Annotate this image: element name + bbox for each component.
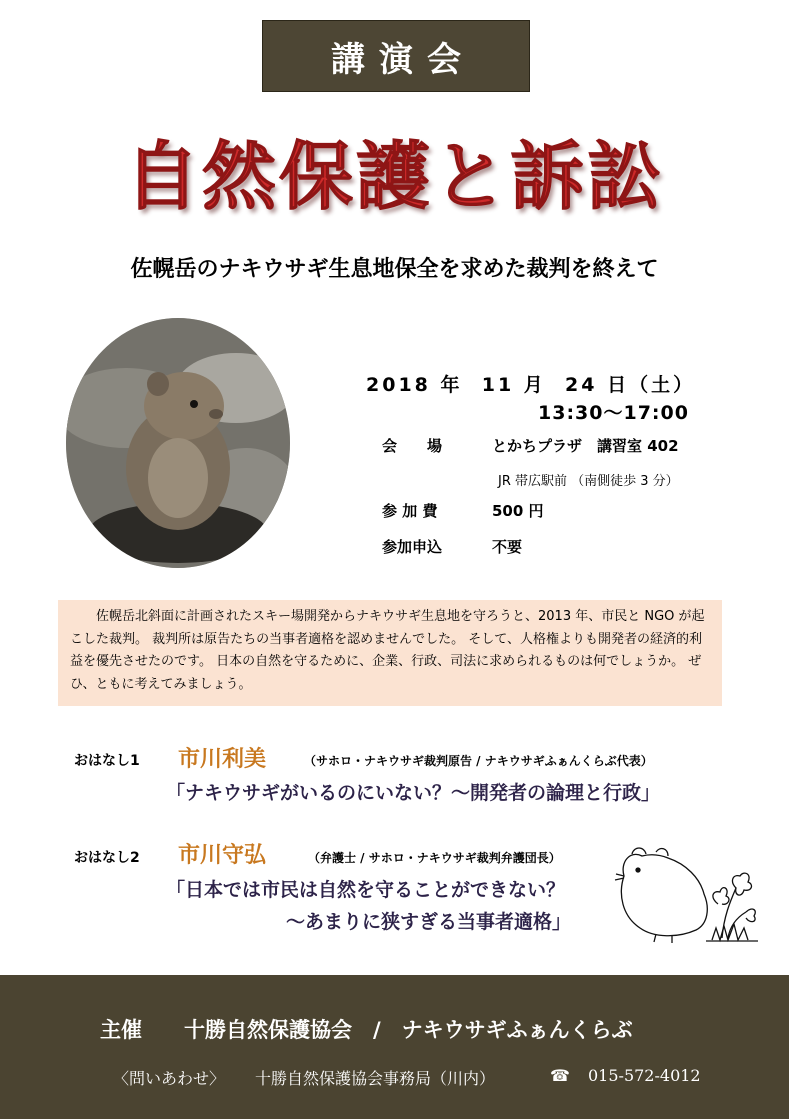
venue-value: とかちプラザ 講習室 402 xyxy=(492,437,679,455)
pika-photo xyxy=(66,318,290,568)
talk2-title-line1: 「日本では市民は自然を守ることができない？ xyxy=(166,879,566,901)
talk1-label: おはなし1 xyxy=(74,753,140,769)
talk1-title: 「ナキウサギがいるのにいない？〜開発者の論理と行政」 xyxy=(166,782,661,804)
application-label: 参加申込 xyxy=(382,538,443,556)
venue-label: 会 場 xyxy=(382,437,443,455)
pika-illustration xyxy=(612,842,762,946)
badge-label: 講演会 xyxy=(331,39,475,80)
venue-access: JR 帯広駅前 （南側徒歩 3 分） xyxy=(498,474,679,489)
talk1-affiliation: （サホロ・ナキウサギ裁判原告 / ナキウサギふぁんくらぶ代表） xyxy=(304,754,653,768)
phone-number: 015-572-4012 xyxy=(588,1066,701,1085)
fee-value: 500 円 xyxy=(492,502,544,520)
event-type-badge xyxy=(262,20,530,92)
event-date: 2018 年 11 月 24 日（土） xyxy=(366,374,696,396)
description-box: 佐幌岳北斜面に計画されたスキー場開発からナキウサギ生息地を守ろうと、2013 年、市民と NGO が起こした裁判。 裁判所は原告たちの当事者適格を認めませんでした。 そして、人格権よりも開発者の経済的利益を優先させたのです。 日本の自然を守るために、企業、行政、司法に求められるものは何でしょうか。 ぜひ、ともに考えてみましょう。 xyxy=(58,600,722,706)
fee-label: 参 加 費 xyxy=(382,502,438,520)
page-subtitle: 佐幌岳のナキウサギ生息地保全を求めた裁判を終えて xyxy=(130,257,659,282)
telephone-icon: ☎ xyxy=(550,1066,570,1085)
event-time: 13:30〜17:00 xyxy=(538,402,689,424)
contact-label: 〈問いあわせ〉 xyxy=(113,1069,226,1088)
talk2-title-line2: 〜あまりに狭すぎる当事者適格」 xyxy=(286,911,572,933)
page-title: 自然保護と訴訟 xyxy=(125,134,664,220)
footer-band xyxy=(0,975,789,1119)
talk1-speaker: 市川利美 xyxy=(178,747,267,772)
application-value: 不要 xyxy=(492,538,523,556)
contact-organization: 十勝自然保護協会事務局（川内） xyxy=(255,1069,496,1088)
talk2-speaker: 市川守弘 xyxy=(178,843,267,868)
organizer-line: 主催 十勝自然保護協会 / ナキウサギふぁんくらぶ xyxy=(100,1018,633,1042)
talk2-affiliation: （弁護士 / サホロ・ナキウサギ裁判弁護団長） xyxy=(308,851,561,865)
talk2-label: おはなし2 xyxy=(74,850,140,866)
